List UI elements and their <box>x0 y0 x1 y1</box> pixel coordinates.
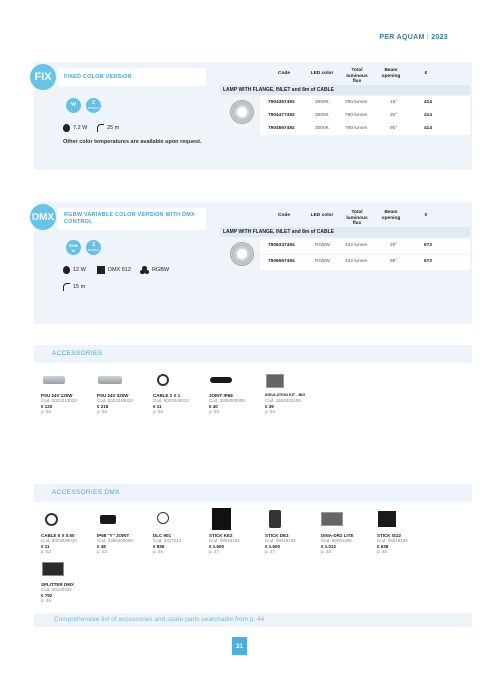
accessories-title: ACCESSORIES <box>52 350 103 357</box>
fix-color-chip: W <box>66 98 81 113</box>
lamp-power-icon <box>63 266 70 274</box>
dmx-power-spec: 12 W <box>63 266 86 274</box>
accessory-item: CABLE 2 X 1 Cod. 9003049010 € 11 p. 52 <box>153 393 189 414</box>
table-row: 7906567494 RGBW 432 lumen 95° 672 <box>260 255 470 270</box>
accessory-item: STICK GU2 Cod. 29019106 € 638 p. 48 <box>377 533 408 554</box>
dmx-icon <box>97 266 105 274</box>
table-row: 7906337494 RGBW 432 lumen 20° 672 <box>260 239 470 254</box>
table-row: 7904367492 3000K 790 lumen 16° 414 <box>260 96 470 109</box>
stick-ke2-image <box>212 508 231 530</box>
dmx-section-title: RGBW VARIABLE COLOR VERSION WITH DMX CONTROL <box>58 208 206 230</box>
fix-power-spec: 7.2 W <box>63 124 87 132</box>
col-led: LED color <box>310 71 334 76</box>
fix-models-chip: 2 MODELS <box>86 98 101 113</box>
col-flux: Total luminous flux <box>346 210 368 226</box>
col-price: € <box>424 71 428 76</box>
lamp-image <box>230 242 254 266</box>
lamp-power-icon <box>63 124 70 132</box>
accessory-item: IP68 "Y" JOINT Cod. 3395400000 € 48 p. 53 <box>97 533 133 554</box>
dmx-color-chip: RGB W <box>66 240 81 255</box>
insulation-kit-image <box>266 374 284 388</box>
dmx-color-spec: RGBW <box>140 266 169 274</box>
lamp-image <box>230 100 254 124</box>
fix-section-title: FIXED COLOR VERSION <box>58 68 206 86</box>
stick-de3-image <box>269 510 281 528</box>
table-row: 7904567492 3000K 790 lumen 95° 414 <box>260 122 470 135</box>
page-header: PER AQUAM | 2023 <box>379 34 448 41</box>
accessory-item: DLC 901 Cod. 3317013 € 836 p. 46 <box>153 533 182 554</box>
table-row: 7904477492 3000K 790 lumen 30° 414 <box>260 109 470 122</box>
dmx-protocol-spec: DMX 512 <box>97 266 131 274</box>
accessory-item: CABLE 5 X 0.50 Cod. 9003029010 € 11 p. 52 <box>41 533 77 554</box>
col-beam: Beam opening <box>381 210 401 221</box>
col-beam: Beam opening <box>381 68 401 79</box>
accessory-item: INSULATION KIT - BIG Cod. 1600000100 € 39 p. 54 <box>265 393 306 414</box>
joint-image <box>210 377 232 383</box>
dlc-cable-image <box>157 512 169 524</box>
psu-image <box>98 376 122 384</box>
accessory-item: SPLITTER DMX Cod. 00120432 € 792 p. 46 <box>41 582 75 603</box>
accessory-item: PSU 24V 120W Cod. 0001213028 € 120 p. 52 <box>41 393 77 414</box>
dmx-badge: DMX <box>30 204 56 230</box>
accessories-dmx-bar <box>34 484 472 502</box>
dmx-product-table <box>220 208 470 270</box>
accessory-item: JOINT IP68 Cod. 3385000000 € 40 p. 53 <box>209 393 245 414</box>
fix-product-table <box>220 66 470 136</box>
table-group-header: LAMP WITH FLANGE, INLET and 8m of CABLE <box>220 85 470 95</box>
dmx-models-chip: 3 MODELS <box>86 240 101 255</box>
stick-gu2-image <box>378 511 396 527</box>
cable-icon <box>97 124 104 132</box>
spare-parts-note-bar <box>34 613 472 627</box>
page-number: 31 <box>232 637 247 655</box>
y-joint-image <box>100 515 116 524</box>
header-title: PER AQUAM <box>379 34 425 41</box>
splitter-dmx-image <box>42 562 64 576</box>
accessory-item: STICK KE2 Cod. 29019106 € 1.600 p. 47 <box>209 533 240 554</box>
col-code: Code <box>278 213 290 218</box>
dina-dr2-image <box>321 512 343 526</box>
rgb-icon <box>140 266 149 274</box>
cable-icon <box>63 283 70 291</box>
header-year: 2023 <box>431 34 448 41</box>
cable-coil-image <box>45 513 58 526</box>
table-group-header: LAMP WITH FLANGE, INLET and 8m of CABLE <box>220 227 470 237</box>
spare-parts-note: Comprehensive list of accessories and spare parts searchable from p. 44 <box>54 616 265 623</box>
accessories-dmx-title: ACCESSORIES DMX <box>52 489 120 496</box>
fix-badge: FIX <box>30 64 56 90</box>
col-flux: Total luminous flux <box>346 68 368 84</box>
dmx-cable-spec: 15 m <box>63 283 85 291</box>
accessory-item: DINA-DR2 LITE Cod. 60001306 € 1.012 p. 48 <box>321 533 354 554</box>
accessory-item: PSU 24V 320W Cod. 0001219028 € 218 p. 52 <box>97 393 133 414</box>
fix-note: Other color temperatures are available upon request. <box>63 139 202 145</box>
psu-image <box>43 376 65 384</box>
accessory-item: STICK DE3 Cod. 29019106 € 1.600 p. 47 <box>265 533 296 554</box>
col-price: € <box>424 213 428 218</box>
accessories-bar <box>34 345 472 363</box>
cable-coil-image <box>157 374 169 386</box>
col-code: Code <box>278 71 290 76</box>
col-led: LED color <box>310 213 334 218</box>
fix-cable-spec: 25 m <box>97 124 119 132</box>
